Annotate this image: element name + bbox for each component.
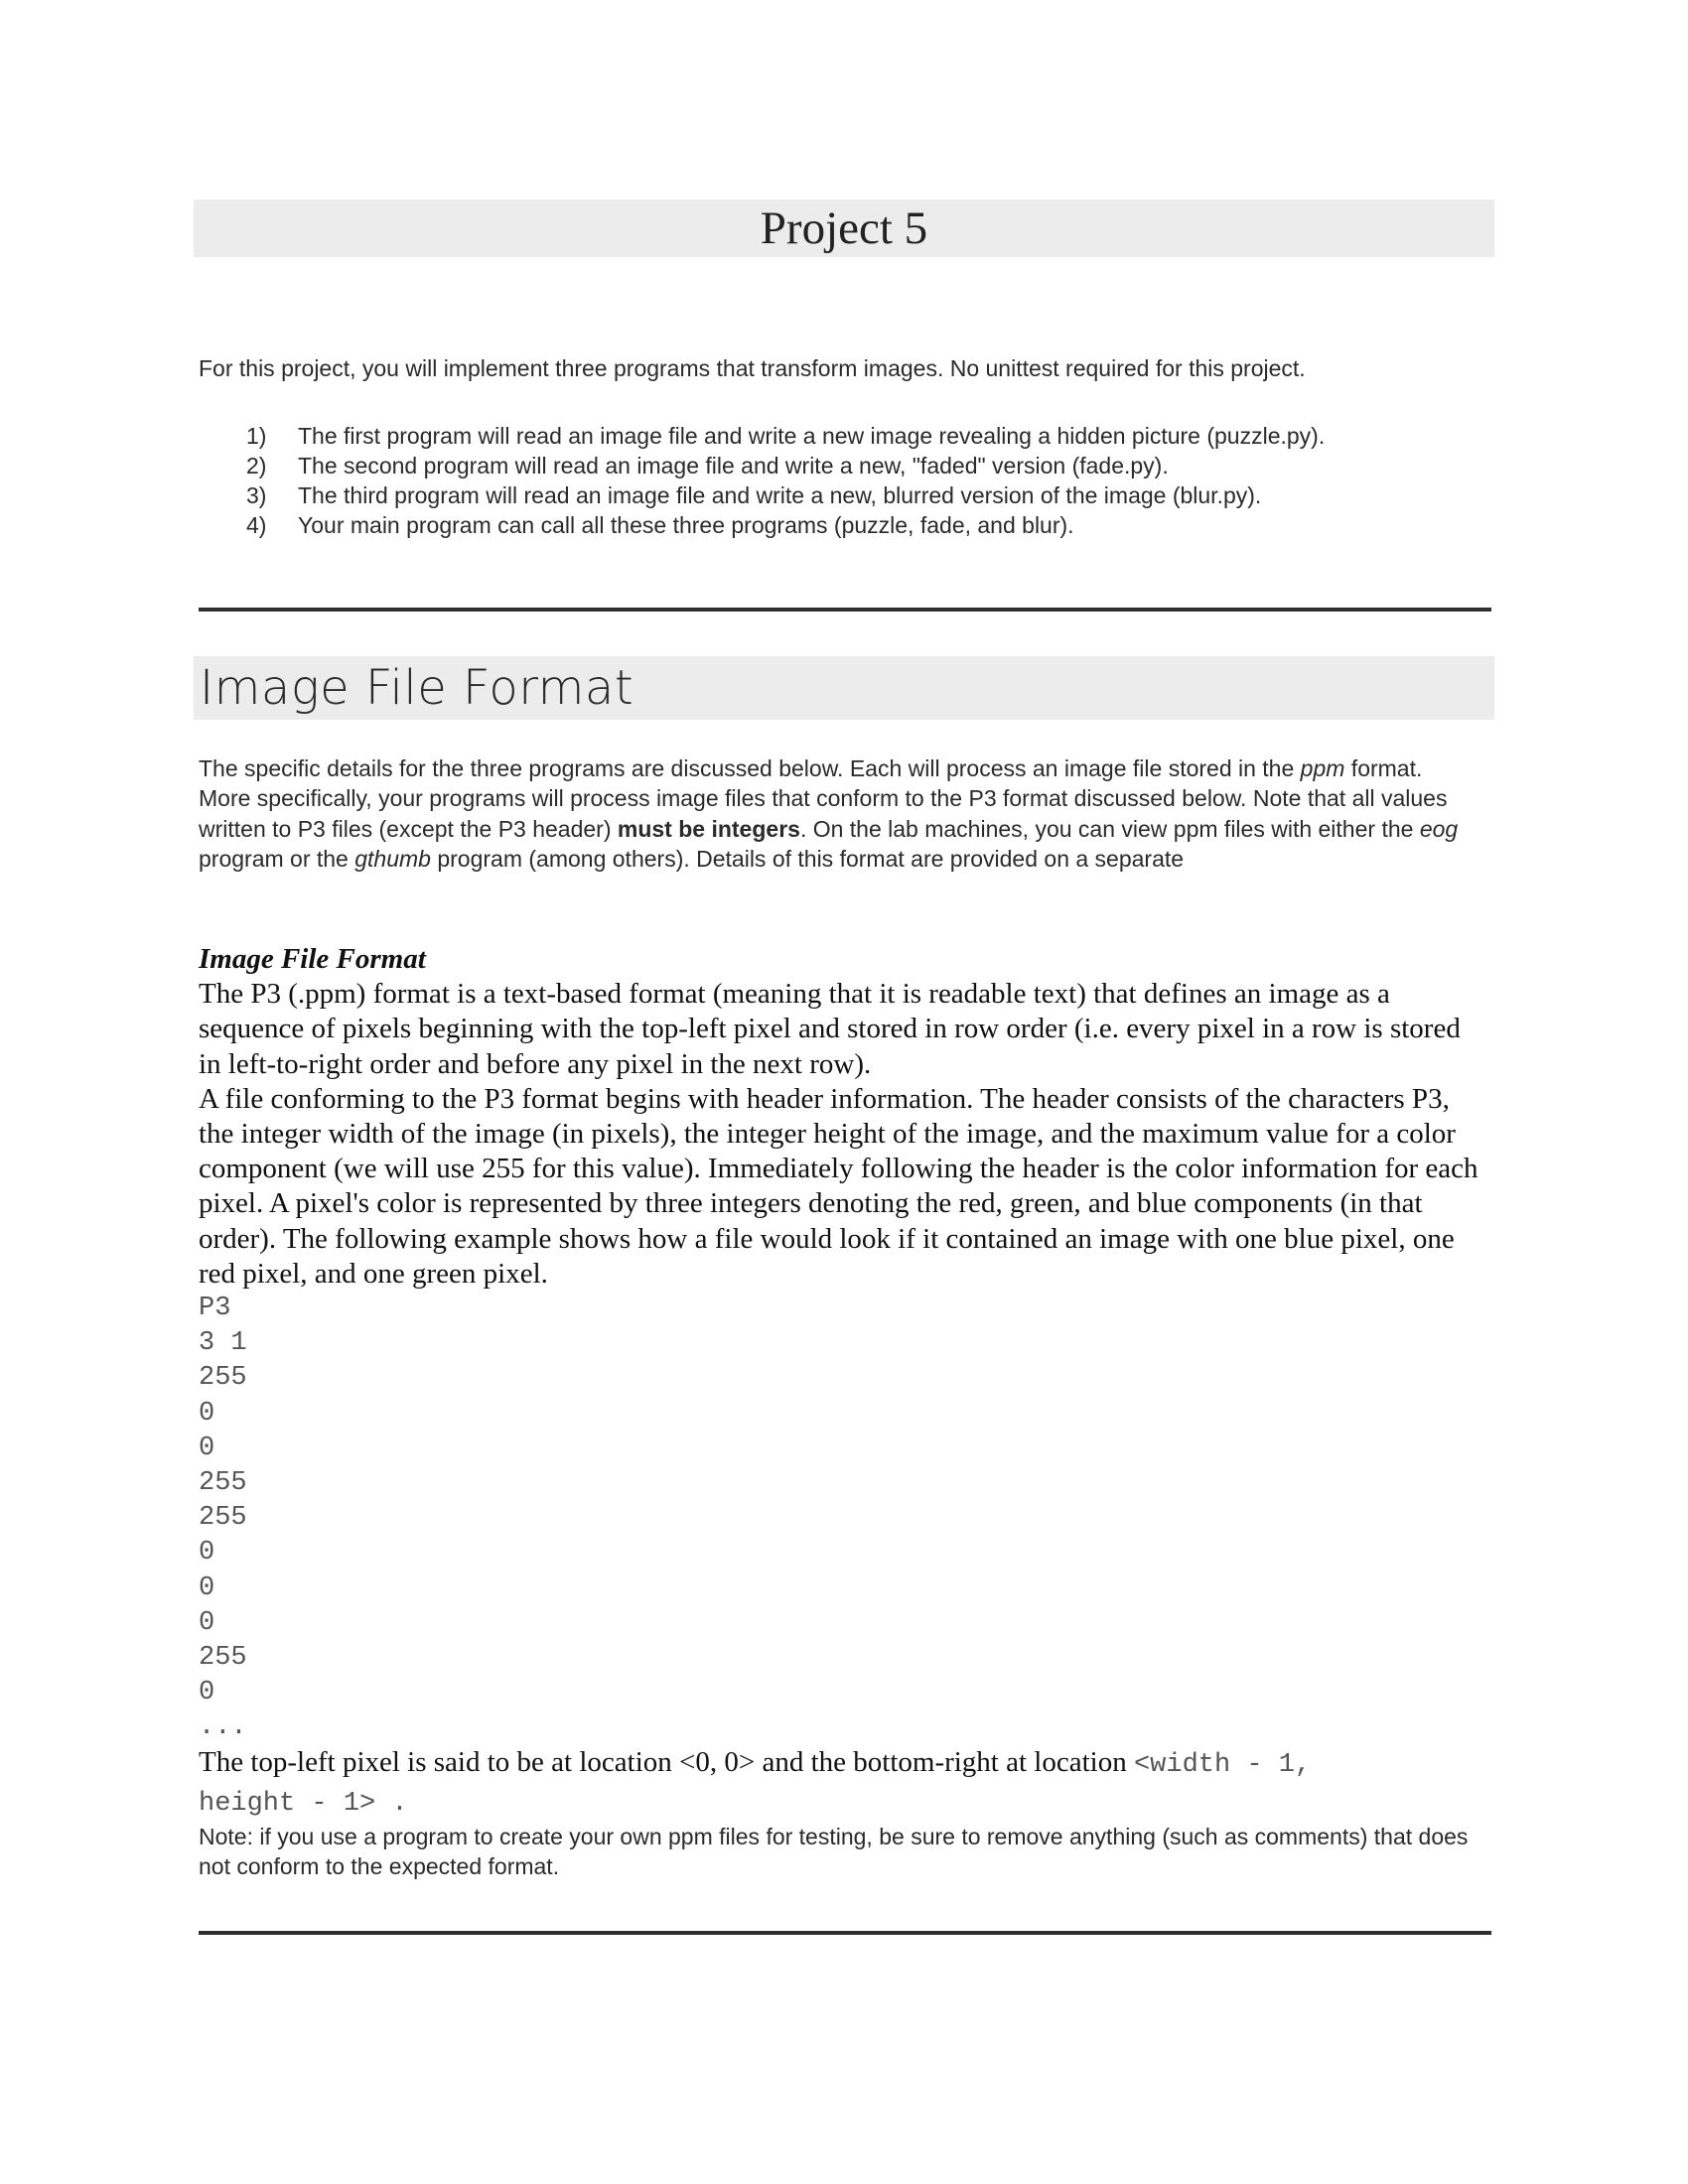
details-paragraph [199,753,1479,875]
section-divider [199,1931,1491,1935]
note-paragraph: Note: if you use a program to create your own ppm files for testing, be sure to remove anything (such as comments) that does not conform to the expected format. [199,1823,1469,1879]
example-code-block [199,1292,1489,1745]
code-line: 0 [199,1678,215,1708]
format-section [199,942,1489,1881]
details-ppm: ppm [1300,755,1345,781]
code-line: P3 [199,1294,231,1324]
section-heading: Image File Format [194,656,1494,720]
details-text: program or the [199,846,355,873]
code-line: 0 [199,1433,215,1463]
list-item [246,480,1487,510]
list-item-text: The second program will read an image file and write a new, "faded" version (fade.py). [298,453,1169,478]
format-subheading: Image File Format [199,943,426,975]
location-code: height - 1> . [199,1788,408,1819]
code-line: 255 [199,1642,247,1673]
details-text: . On the lab machines, you can view ppm files with either the [799,815,1420,842]
location-code: <width - 1, [1133,1750,1312,1781]
page-title: Project 5 [194,200,1494,257]
code-line: 255 [199,1363,247,1394]
list-item [246,421,1487,451]
format-paragraph: The P3 (.ppm) format is a text-based format (meaning that it is readable text) that defines an image as a sequence of pixels beginning with the top-left pixel and stored in row order (i.e. every pixel in a row is stored in left-to-right order and before any pixel in the next row). [199,978,1461,1080]
section-divider [199,608,1491,612]
details-eog: eog [1419,815,1459,842]
list-item-number: 3) [246,482,267,508]
details-text: The specific details for the three programs are discussed below. Each will process an image file stored in the [199,755,1301,781]
list-item-number: 2) [246,453,267,478]
list-item-number: 4) [246,512,267,538]
code-line: 255 [199,1503,247,1534]
code-line: 255 [199,1467,247,1498]
details-emphasis: must be integers [617,815,800,842]
code-line: 0 [199,1607,215,1638]
task-list [246,421,1487,540]
intro-paragraph: For this project, you will implement three programs that transform images. No unittest required for this project. [199,355,1306,381]
details-text: format. More specifically, your programs will process image files that conform to the P3 format discussed below. Note that all values written to P3 files (except the P3 header) [199,755,1448,842]
location-text: The top-left pixel is said to be at location <0, 0> and the bottom-right at location [199,1746,1134,1779]
code-line: 0 [199,1538,215,1569]
code-line: ... [199,1712,247,1743]
list-item-text: The first program will read an image file and write a new image revealing a hidden picture (puzzle.py). [298,423,1326,449]
list-item-text: The third program will read an image file and write a new, blurred version of the image (blur.py). [298,482,1262,508]
code-line: 0 [199,1398,215,1429]
list-item-number: 1) [246,423,267,449]
details-gthumb: gthumb [354,846,431,873]
list-item [246,510,1487,540]
location-paragraph [199,1745,1489,1821]
format-paragraph: A file conforming to the P3 format begins with header information. The header consists of the characters P3, the integer width of the image (in pixels), the integer height of the image, and the maximum value for a color component (we will use 255 for this value). Immediately following the header is the color information for each pixel. A pixel's color is represented by three integers denoting the red, green, and blue components (in that order). The following example shows how a file would look if it contained an image with one blue pixel, one red pixel, and one green pixel. [199,1082,1478,1290]
list-item [246,451,1487,480]
details-text: program (among others). Details of this format are provided on a separate [430,846,1185,873]
code-line: 3 1 [199,1328,247,1359]
code-line: 0 [199,1572,215,1603]
list-item-text: Your main program can call all these three programs (puzzle, fade, and blur). [298,512,1074,538]
